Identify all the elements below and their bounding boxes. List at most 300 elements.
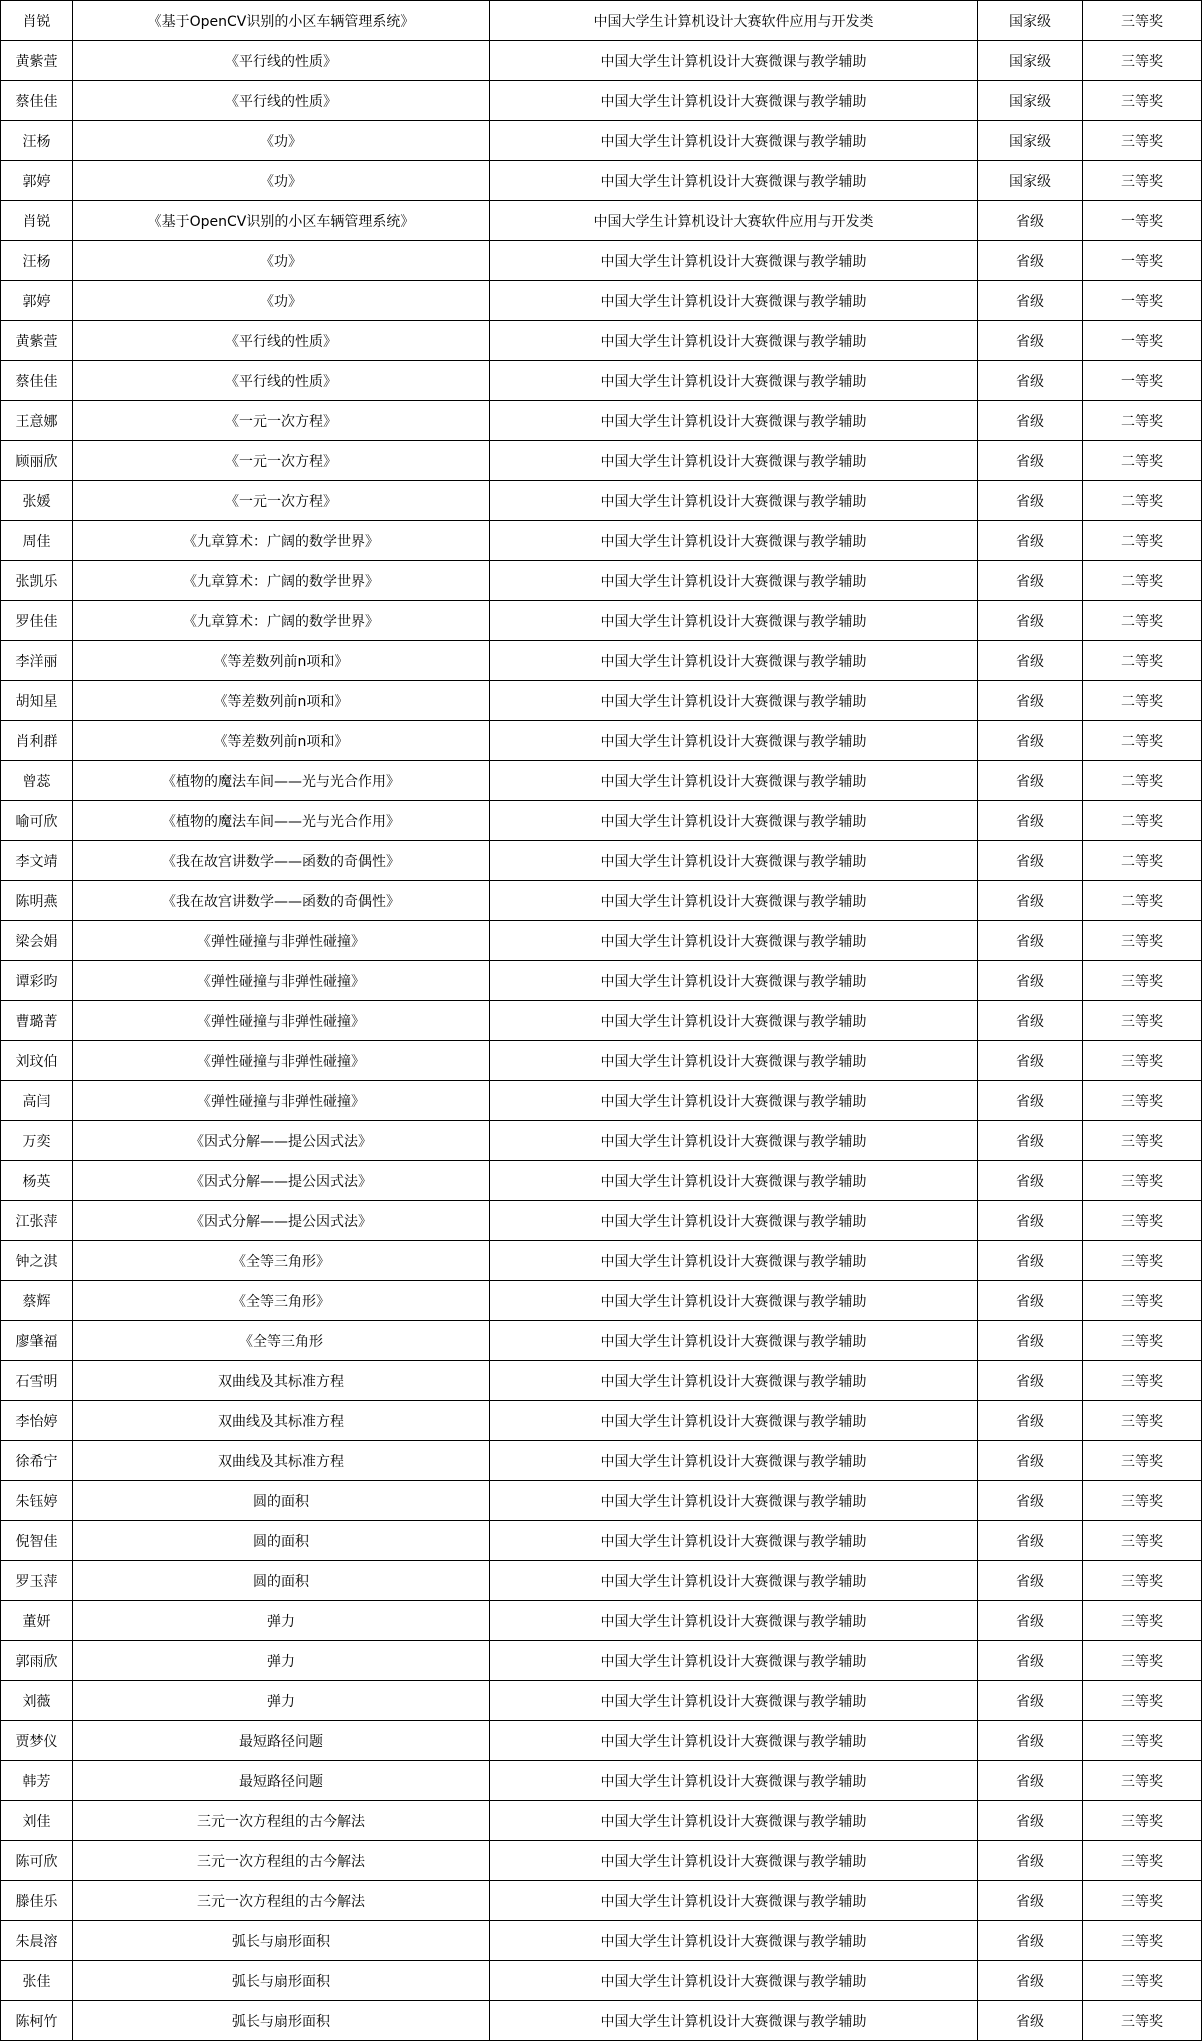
competition-cell: 中国大学生计算机设计大赛微课与教学辅助 [490,1201,978,1241]
award-grade-cell: 一等奖 [1083,321,1202,361]
competition-cell: 中国大学生计算机设计大赛微课与教学辅助 [490,681,978,721]
award-grade-cell: 三等奖 [1083,1601,1202,1641]
award-grade-cell: 三等奖 [1083,41,1202,81]
table-row [1,321,1202,361]
award-grade-cell: 二等奖 [1083,761,1202,801]
student-name-cell: 王意娜 [1,401,73,441]
award-grade-cell: 一等奖 [1083,281,1202,321]
award-level-cell: 省级 [978,1081,1083,1121]
table-row [1,1601,1202,1641]
student-name-cell: 李文靖 [1,841,73,881]
award-grade-cell: 三等奖 [1083,1561,1202,1601]
student-name-cell: 陈可欣 [1,1841,73,1881]
work-title-cell: 《全等三角形》 [73,1281,490,1321]
award-grade-cell: 三等奖 [1083,81,1202,121]
work-title-cell: 《九章算术：广阔的数学世界》 [73,561,490,601]
award-grade-cell: 一等奖 [1083,201,1202,241]
work-title-cell: 《功》 [73,281,490,321]
table-row [1,881,1202,921]
student-name-cell: 汪杨 [1,241,73,281]
work-title-cell: 《九章算术：广阔的数学世界》 [73,601,490,641]
award-grade-cell: 三等奖 [1083,1681,1202,1721]
work-title-cell: 《全等三角形 [73,1321,490,1361]
work-title-cell: 《植物的魔法车间——光与光合作用》 [73,761,490,801]
competition-cell: 中国大学生计算机设计大赛微课与教学辅助 [490,441,978,481]
student-name-cell: 谭彩昀 [1,961,73,1001]
award-level-cell: 省级 [978,521,1083,561]
award-grade-cell: 二等奖 [1083,841,1202,881]
student-name-cell: 肖利群 [1,721,73,761]
award-level-cell: 国家级 [978,81,1083,121]
competition-cell: 中国大学生计算机设计大赛微课与教学辅助 [490,81,978,121]
work-title-cell: 《九章算术：广阔的数学世界》 [73,521,490,561]
work-title-cell: 《因式分解——提公因式法》 [73,1201,490,1241]
competition-cell: 中国大学生计算机设计大赛微课与教学辅助 [490,321,978,361]
work-title-cell: 圆的面积 [73,1561,490,1601]
student-name-cell: 张佳 [1,1961,73,2001]
award-grade-cell: 一等奖 [1083,241,1202,281]
award-level-cell: 省级 [978,561,1083,601]
award-level-cell: 省级 [978,1161,1083,1201]
award-grade-cell: 二等奖 [1083,441,1202,481]
competition-cell: 中国大学生计算机设计大赛微课与教学辅助 [490,1161,978,1201]
table-row [1,521,1202,561]
student-name-cell: 郭婷 [1,281,73,321]
student-name-cell: 蔡佳佳 [1,361,73,401]
table-row [1,1801,1202,1841]
work-title-cell: 弧长与扇形面积 [73,2001,490,2041]
competition-cell: 中国大学生计算机设计大赛微课与教学辅助 [490,361,978,401]
student-name-cell: 李洋丽 [1,641,73,681]
award-level-cell: 省级 [978,1721,1083,1761]
work-title-cell: 最短路径问题 [73,1721,490,1761]
award-level-cell: 省级 [978,1961,1083,2001]
table-row [1,481,1202,521]
student-name-cell: 胡知星 [1,681,73,721]
award-level-cell: 省级 [978,441,1083,481]
work-title-cell: 《基于OpenCV识别的小区车辆管理系统》 [73,201,490,241]
student-name-cell: 贾梦仪 [1,1721,73,1761]
award-grade-cell: 一等奖 [1083,361,1202,401]
student-name-cell: 肖锐 [1,201,73,241]
student-name-cell: 陈柯竹 [1,2001,73,2041]
award-grade-cell: 三等奖 [1083,921,1202,961]
award-grade-cell: 二等奖 [1083,481,1202,521]
award-grade-cell: 三等奖 [1083,1641,1202,1681]
competition-cell: 中国大学生计算机设计大赛微课与教学辅助 [490,1121,978,1161]
table-row [1,1121,1202,1161]
work-title-cell: 弧长与扇形面积 [73,1921,490,1961]
student-name-cell: 张凯乐 [1,561,73,601]
award-level-cell: 省级 [978,1001,1083,1041]
award-level-cell: 省级 [978,1241,1083,1281]
award-level-cell: 省级 [978,1601,1083,1641]
award-grade-cell: 三等奖 [1083,1761,1202,1801]
competition-cell: 中国大学生计算机设计大赛微课与教学辅助 [490,121,978,161]
award-level-cell: 省级 [978,1521,1083,1561]
competition-cell: 中国大学生计算机设计大赛微课与教学辅助 [490,1961,978,2001]
award-level-cell: 省级 [978,1561,1083,1601]
award-level-cell: 国家级 [978,121,1083,161]
competition-cell: 中国大学生计算机设计大赛微课与教学辅助 [490,1481,978,1521]
work-title-cell: 《我在故宫讲数学——函数的奇偶性》 [73,881,490,921]
table-row [1,1681,1202,1721]
work-title-cell: 双曲线及其标准方程 [73,1441,490,1481]
award-level-cell: 省级 [978,1841,1083,1881]
award-grade-cell: 三等奖 [1083,1241,1202,1281]
work-title-cell: 《等差数列前n项和》 [73,681,490,721]
award-level-cell: 省级 [978,921,1083,961]
student-name-cell: 汪杨 [1,121,73,161]
award-grade-cell: 二等奖 [1083,681,1202,721]
award-grade-cell: 三等奖 [1083,2001,1202,2041]
student-name-cell: 曹璐菁 [1,1001,73,1041]
work-title-cell: 《平行线的性质》 [73,321,490,361]
student-name-cell: 刘薇 [1,1681,73,1721]
competition-cell: 中国大学生计算机设计大赛微课与教学辅助 [490,1801,978,1841]
table-row [1,1921,1202,1961]
award-grade-cell: 三等奖 [1083,1521,1202,1561]
table-row [1,961,1202,1001]
table-row [1,681,1202,721]
award-grade-cell: 二等奖 [1083,521,1202,561]
work-title-cell: 圆的面积 [73,1521,490,1561]
competition-cell: 中国大学生计算机设计大赛微课与教学辅助 [490,921,978,961]
award-level-cell: 省级 [978,961,1083,1001]
award-level-cell: 省级 [978,1481,1083,1521]
award-grade-cell: 三等奖 [1083,1881,1202,1921]
student-name-cell: 罗佳佳 [1,601,73,641]
table-row [1,1321,1202,1361]
competition-cell: 中国大学生计算机设计大赛微课与教学辅助 [490,1721,978,1761]
work-title-cell: 《弹性碰撞与非弹性碰撞》 [73,1081,490,1121]
table-row [1,441,1202,481]
award-grade-cell: 三等奖 [1083,161,1202,201]
competition-cell: 中国大学生计算机设计大赛微课与教学辅助 [490,721,978,761]
award-grade-cell: 三等奖 [1083,1041,1202,1081]
competition-cell: 中国大学生计算机设计大赛软件应用与开发类 [490,1,978,41]
work-title-cell: 《功》 [73,161,490,201]
work-title-cell: 《弹性碰撞与非弹性碰撞》 [73,961,490,1001]
work-title-cell: 《一元一次方程》 [73,401,490,441]
award-grade-cell: 三等奖 [1083,1081,1202,1121]
award-grade-cell: 三等奖 [1083,1361,1202,1401]
competition-cell: 中国大学生计算机设计大赛微课与教学辅助 [490,1321,978,1361]
award-grade-cell: 三等奖 [1083,1921,1202,1961]
table-row [1,241,1202,281]
work-title-cell: 《一元一次方程》 [73,441,490,481]
award-level-cell: 省级 [978,1201,1083,1241]
work-title-cell: 《全等三角形》 [73,1241,490,1281]
competition-cell: 中国大学生计算机设计大赛微课与教学辅助 [490,1641,978,1681]
table-row [1,721,1202,761]
competition-cell: 中国大学生计算机设计大赛微课与教学辅助 [490,481,978,521]
award-grade-cell: 二等奖 [1083,881,1202,921]
competition-cell: 中国大学生计算机设计大赛微课与教学辅助 [490,801,978,841]
table-row [1,1441,1202,1481]
competition-cell: 中国大学生计算机设计大赛微课与教学辅助 [490,1761,978,1801]
award-grade-cell: 三等奖 [1083,1201,1202,1241]
competition-cell: 中国大学生计算机设计大赛微课与教学辅助 [490,1921,978,1961]
student-name-cell: 徐希宁 [1,1441,73,1481]
work-title-cell: 双曲线及其标准方程 [73,1401,490,1441]
student-name-cell: 江张萍 [1,1201,73,1241]
award-grade-cell: 二等奖 [1083,801,1202,841]
competition-cell: 中国大学生计算机设计大赛微课与教学辅助 [490,961,978,1001]
competition-cell: 中国大学生计算机设计大赛微课与教学辅助 [490,761,978,801]
work-title-cell: 《我在故宫讲数学——函数的奇偶性》 [73,841,490,881]
table-row [1,1361,1202,1401]
competition-cell: 中国大学生计算机设计大赛微课与教学辅助 [490,1881,978,1921]
student-name-cell: 钟之淇 [1,1241,73,1281]
award-level-cell: 省级 [978,881,1083,921]
table-row [1,601,1202,641]
work-title-cell: 《功》 [73,241,490,281]
table-row [1,41,1202,81]
award-level-cell: 国家级 [978,161,1083,201]
award-level-cell: 省级 [978,641,1083,681]
award-level-cell: 省级 [978,1361,1083,1401]
table-row [1,161,1202,201]
award-grade-cell: 三等奖 [1083,1001,1202,1041]
competition-cell: 中国大学生计算机设计大赛微课与教学辅助 [490,1081,978,1121]
award-level-cell: 省级 [978,1441,1083,1481]
work-title-cell: 《平行线的性质》 [73,361,490,401]
student-name-cell: 朱晨溶 [1,1921,73,1961]
award-grade-cell: 二等奖 [1083,561,1202,601]
table-row [1,1401,1202,1441]
table-row [1,201,1202,241]
competition-cell: 中国大学生计算机设计大赛微课与教学辅助 [490,1241,978,1281]
award-grade-cell: 三等奖 [1083,1441,1202,1481]
work-title-cell: 最短路径问题 [73,1761,490,1801]
work-title-cell: 《弹性碰撞与非弹性碰撞》 [73,1001,490,1041]
student-name-cell: 万奕 [1,1121,73,1161]
table-row [1,1881,1202,1921]
table-row [1,761,1202,801]
work-title-cell: 三元一次方程组的古今解法 [73,1801,490,1841]
table-row [1,841,1202,881]
work-title-cell: 《因式分解——提公因式法》 [73,1121,490,1161]
student-name-cell: 刘玟伯 [1,1041,73,1081]
student-name-cell: 黄紫萱 [1,321,73,361]
award-grade-cell: 二等奖 [1083,641,1202,681]
award-grade-cell: 三等奖 [1083,1841,1202,1881]
competition-cell: 中国大学生计算机设计大赛微课与教学辅助 [490,1601,978,1641]
competition-cell: 中国大学生计算机设计大赛微课与教学辅助 [490,841,978,881]
student-name-cell: 高闫 [1,1081,73,1121]
competition-cell: 中国大学生计算机设计大赛微课与教学辅助 [490,41,978,81]
award-level-cell: 省级 [978,1641,1083,1681]
work-title-cell: 《因式分解——提公因式法》 [73,1161,490,1201]
student-name-cell: 李怡婷 [1,1401,73,1441]
award-grade-cell: 二等奖 [1083,401,1202,441]
work-title-cell: 《平行线的性质》 [73,41,490,81]
work-title-cell: 《基于OpenCV识别的小区车辆管理系统》 [73,1,490,41]
table-row [1,1041,1202,1081]
student-name-cell: 郭雨欣 [1,1641,73,1681]
table-row [1,1641,1202,1681]
competition-cell: 中国大学生计算机设计大赛微课与教学辅助 [490,1521,978,1561]
student-name-cell: 石雪明 [1,1361,73,1401]
work-title-cell: 《功》 [73,121,490,161]
award-level-cell: 省级 [978,401,1083,441]
competition-cell: 中国大学生计算机设计大赛微课与教学辅助 [490,401,978,441]
student-name-cell: 周佳 [1,521,73,561]
table-row [1,1001,1202,1041]
table-row [1,121,1202,161]
award-grade-cell: 三等奖 [1083,1481,1202,1521]
table-row [1,1281,1202,1321]
award-grade-cell: 三等奖 [1083,1,1202,41]
competition-cell: 中国大学生计算机设计大赛微课与教学辅助 [490,601,978,641]
award-level-cell: 省级 [978,281,1083,321]
table-row [1,1201,1202,1241]
competition-cell: 中国大学生计算机设计大赛微课与教学辅助 [490,1281,978,1321]
competition-cell: 中国大学生计算机设计大赛微课与教学辅助 [490,161,978,201]
award-level-cell: 省级 [978,1041,1083,1081]
competition-cell: 中国大学生计算机设计大赛微课与教学辅助 [490,1001,978,1041]
table-row [1,2001,1202,2041]
award-level-cell: 省级 [978,1881,1083,1921]
work-title-cell: 《平行线的性质》 [73,81,490,121]
table-row [1,1241,1202,1281]
table-row [1,1961,1202,2001]
work-title-cell: 《弹性碰撞与非弹性碰撞》 [73,921,490,961]
student-name-cell: 郭婷 [1,161,73,201]
work-title-cell: 弧长与扇形面积 [73,1961,490,2001]
competition-cell: 中国大学生计算机设计大赛微课与教学辅助 [490,2001,978,2041]
award-grade-cell: 二等奖 [1083,601,1202,641]
work-title-cell: 弹力 [73,1641,490,1681]
competition-cell: 中国大学生计算机设计大赛微课与教学辅助 [490,1681,978,1721]
table-row [1,561,1202,601]
award-grade-cell: 三等奖 [1083,1721,1202,1761]
table-row [1,1561,1202,1601]
table-row [1,1481,1202,1521]
table-row [1,81,1202,121]
student-name-cell: 廖肇福 [1,1321,73,1361]
award-level-cell: 省级 [978,841,1083,881]
award-level-cell: 省级 [978,201,1083,241]
table-row [1,1721,1202,1761]
award-level-cell: 省级 [978,1281,1083,1321]
award-level-cell: 省级 [978,2001,1083,2041]
award-level-cell: 国家级 [978,41,1083,81]
awards-table-body [1,1,1202,2041]
table-row [1,1521,1202,1561]
table-row [1,1841,1202,1881]
work-title-cell: 三元一次方程组的古今解法 [73,1841,490,1881]
student-name-cell: 陈明燕 [1,881,73,921]
award-level-cell: 省级 [978,321,1083,361]
table-row [1,1081,1202,1121]
table-row [1,1161,1202,1201]
award-level-cell: 省级 [978,1401,1083,1441]
student-name-cell: 董妍 [1,1601,73,1641]
award-grade-cell: 三等奖 [1083,1161,1202,1201]
award-grade-cell: 三等奖 [1083,1801,1202,1841]
student-name-cell: 罗玉萍 [1,1561,73,1601]
award-grade-cell: 三等奖 [1083,1961,1202,2001]
work-title-cell: 《弹性碰撞与非弹性碰撞》 [73,1041,490,1081]
student-name-cell: 蔡辉 [1,1281,73,1321]
award-level-cell: 省级 [978,1761,1083,1801]
table-row [1,801,1202,841]
award-level-cell: 省级 [978,1121,1083,1161]
award-level-cell: 省级 [978,1681,1083,1721]
competition-cell: 中国大学生计算机设计大赛微课与教学辅助 [490,1401,978,1441]
table-row [1,1761,1202,1801]
work-title-cell: 双曲线及其标准方程 [73,1361,490,1401]
award-level-cell: 省级 [978,361,1083,401]
student-name-cell: 黄紫萱 [1,41,73,81]
competition-cell: 中国大学生计算机设计大赛微课与教学辅助 [490,641,978,681]
award-level-cell: 省级 [978,681,1083,721]
student-name-cell: 韩芳 [1,1761,73,1801]
competition-cell: 中国大学生计算机设计大赛微课与教学辅助 [490,881,978,921]
award-grade-cell: 二等奖 [1083,721,1202,761]
award-level-cell: 省级 [978,801,1083,841]
student-name-cell: 曾蕊 [1,761,73,801]
student-name-cell: 滕佳乐 [1,1881,73,1921]
student-name-cell: 喻可欣 [1,801,73,841]
student-name-cell: 蔡佳佳 [1,81,73,121]
work-title-cell: 《植物的魔法车间——光与光合作用》 [73,801,490,841]
award-grade-cell: 三等奖 [1083,961,1202,1001]
work-title-cell: 弹力 [73,1601,490,1641]
table-row [1,361,1202,401]
table-row [1,401,1202,441]
student-name-cell: 刘佳 [1,1801,73,1841]
student-name-cell: 张媛 [1,481,73,521]
student-name-cell: 朱钰婷 [1,1481,73,1521]
competition-cell: 中国大学生计算机设计大赛软件应用与开发类 [490,201,978,241]
award-grade-cell: 三等奖 [1083,1281,1202,1321]
award-grade-cell: 三等奖 [1083,1321,1202,1361]
award-grade-cell: 三等奖 [1083,121,1202,161]
competition-cell: 中国大学生计算机设计大赛微课与教学辅助 [490,1361,978,1401]
competition-cell: 中国大学生计算机设计大赛微课与教学辅助 [490,1561,978,1601]
award-level-cell: 省级 [978,761,1083,801]
competition-cell: 中国大学生计算机设计大赛微课与教学辅助 [490,241,978,281]
student-name-cell: 杨英 [1,1161,73,1201]
student-name-cell: 顾丽欣 [1,441,73,481]
competition-cell: 中国大学生计算机设计大赛微课与教学辅助 [490,1041,978,1081]
table-row [1,281,1202,321]
student-name-cell: 肖锐 [1,1,73,41]
student-name-cell: 梁会娟 [1,921,73,961]
table-row [1,921,1202,961]
work-title-cell: 《等差数列前n项和》 [73,721,490,761]
award-level-cell: 省级 [978,1801,1083,1841]
competition-cell: 中国大学生计算机设计大赛微课与教学辅助 [490,521,978,561]
award-grade-cell: 三等奖 [1083,1401,1202,1441]
award-level-cell: 国家级 [978,1,1083,41]
award-level-cell: 省级 [978,241,1083,281]
competition-cell: 中国大学生计算机设计大赛微课与教学辅助 [490,281,978,321]
award-grade-cell: 三等奖 [1083,1121,1202,1161]
work-title-cell: 圆的面积 [73,1481,490,1521]
award-level-cell: 省级 [978,721,1083,761]
table-row [1,641,1202,681]
table-row [1,1,1202,41]
competition-cell: 中国大学生计算机设计大赛微课与教学辅助 [490,1441,978,1481]
award-level-cell: 省级 [978,601,1083,641]
competition-cell: 中国大学生计算机设计大赛微课与教学辅助 [490,561,978,601]
award-level-cell: 省级 [978,1321,1083,1361]
competition-cell: 中国大学生计算机设计大赛微课与教学辅助 [490,1841,978,1881]
